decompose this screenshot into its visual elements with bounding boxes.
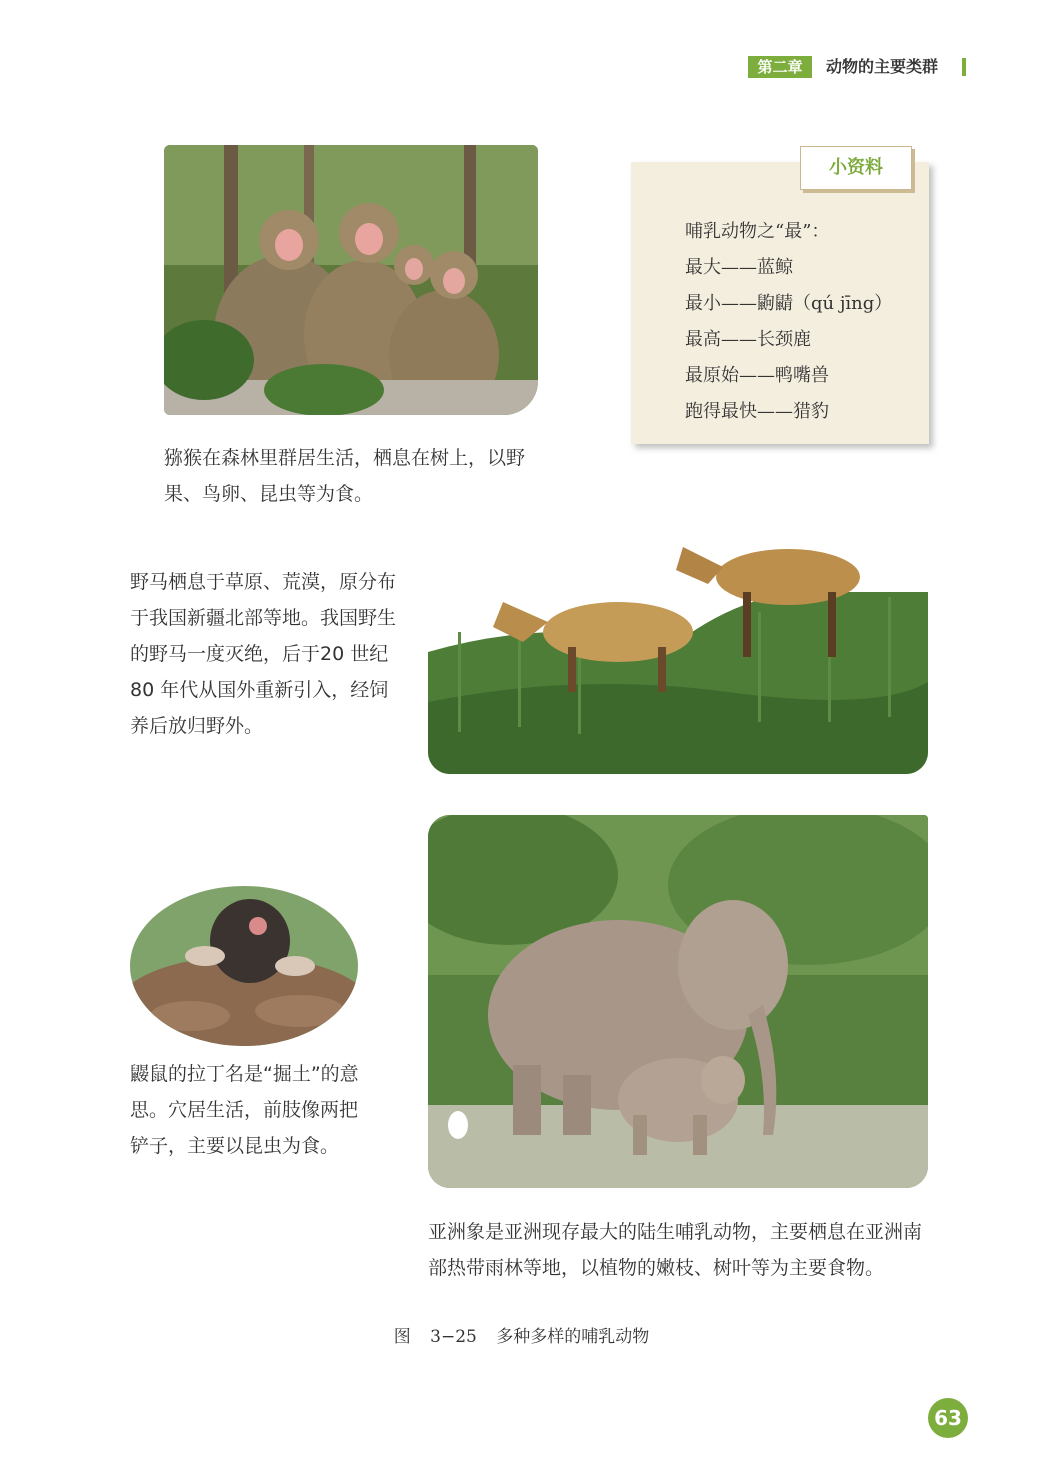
mole-caption: 鼹鼠的拉丁名是“掘土”的意思。穴居生活，前肢像两把铲子，主要以昆虫为食。 [130,1063,359,1157]
info-line: 最原始——鸭嘴兽 [685,365,829,386]
chapter-title: 动物的主要类群 [826,57,939,76]
info-line: 最大——蓝鲸 [685,257,793,278]
info-lines [685,214,892,430]
info-line: 跑得最快——猎豹 [685,401,829,422]
page-number: 63 [928,1398,968,1438]
info-line: 最小——鼩鼱（qú jīng） [685,293,893,314]
figure-caption: 图 3−25 多种多样的哺乳动物 [393,1327,650,1347]
chapter-bar [962,58,966,76]
macaque-caption: 猕猴在森林里群居生活，栖息在树上，以野果、鸟卵、昆虫等为食。 [164,447,526,505]
chapter-tag: 第二章 [748,56,812,78]
horse-caption: 野马栖息于草原、荒漠，原分布于我国新疆北部等地。我国野生的野马一度灭绝，后于20 世纪 80 年代从国外重新引入，经饲养后放归野外。 [130,571,397,737]
asian-elephant-photo [428,815,928,1188]
mole-photo [130,886,358,1046]
wild-horse-photo [428,522,928,774]
macaque-photo [164,145,538,415]
info-line: 最高——长颈鹿 [685,329,811,350]
elephant-caption: 亚洲象是亚洲现存最大的陆生哺乳动物，主要栖息在亚洲南部热带雨林等地，以植物的嫩枝、树叶等为主要食物。 [428,1221,923,1279]
info-tag: 小资料 [800,146,912,190]
info-line: 哺乳动物之“最”： [685,221,830,242]
